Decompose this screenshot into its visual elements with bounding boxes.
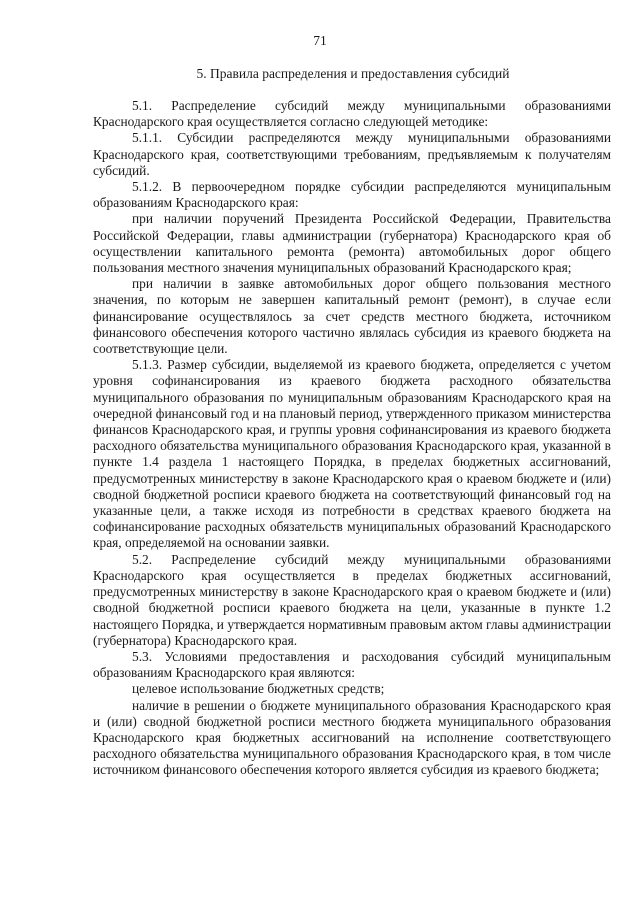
- paragraph-5-1-2: 5.1.2. В первоочередном порядке субсидии распределяются муниципальным образованиям Краснодарского края:: [93, 179, 611, 211]
- paragraph-5-1: 5.1. Распределение субсидий между муниципальными образованиями Краснодарского края осуществляется согласно следующей методике:: [93, 98, 611, 130]
- paragraph-5-1-3: 5.1.3. Размер субсидии, выделяемой из краевого бюджета, определяется с учетом уровня софинансирования из краевого бюджета расходного обязательства муниципального образования по муниципальным образованиям Краснодарского края на очередной финансовый год и на плановый период, утвержденного приказом министерства финансов Краснодарского края, и группы уровня софинансирования из краевого бюджета расходного обязательства муниципального образования Краснодарского края, указанной в пункте 1.4 раздела 1 настоящего Порядка, в пределах бюджетных ассигнований, предусмотренных министерству в законе Краснодарского края о краевом бюджете и (или) сводной бюджетной росписи краевого бюджета на соответствующий финансовый год на указанные цели, а также исходя из потребности в средствах краевого бюджета на софинансирование расходных обязательств муниципальных образований Краснодарского края, определяемой на основании заявки.: [93, 357, 611, 551]
- paragraph-presidential-orders: при наличии поручений Президента Российской Федерации, Правительства Российской Федерации, главы администрации (губернатора) Краснодарского края об осуществлении капитального ремонта (ремонта) автомобильных дорог общего пользования местного значения муниципальных образований Краснодарского края;: [93, 211, 611, 276]
- document-body: [93, 98, 611, 779]
- paragraph-5-1-1: 5.1.1. Субсидии распределяются между муниципальными образованиями Краснодарского края, соответствующими требованиям, предъявляемым к получателям субсидий.: [93, 130, 611, 178]
- section-title: 5. Правила распределения и предоставления субсидий: [196, 66, 510, 81]
- paragraph-5-2: 5.2. Распределение субсидий между муниципальными образованиями Краснодарского края осуществляется в пределах бюджетных ассигнований, предусмотренных министерству в законе Краснодарского края о краевом бюджете и (или) сводной бюджетной росписи краевого бюджета на цели, указанные в пункте 1.2 настоящего Порядка, и утверждается нормативным правовым актом главы администрации (губернатора) Краснодарского края.: [93, 551, 611, 648]
- paragraph-budget-allocations: наличие в решении о бюджете муниципального образования Краснодарского края и (или) сводной бюджетной росписи местного бюджета муниципального образования Краснодарского края бюджетных ассигнований на исполнение соответствующего расходного обязательства муниципального образования Краснодарского края, в том числе источником финансового обеспечения которого является субсидия из краевого бюджета;: [93, 697, 611, 778]
- paragraph-unfinished-repair: при наличии в заявке автомобильных дорог общего пользования местного значения, по которым не завершен капитальный ремонт (ремонт), в случае если финансирование осуществлялось за счет средств местного бюджета, источником финансового обеспечения которого частично являлась субсидия из краевого бюджета на соответствующие цели.: [93, 276, 611, 357]
- page-number: 71: [313, 33, 327, 48]
- paragraph-targeted-use: целевое использование бюджетных средств;: [132, 681, 385, 697]
- paragraph-5-3: 5.3. Условиями предоставления и расходования субсидий муниципальным образованиям Краснодарского края являются:: [93, 648, 611, 681]
